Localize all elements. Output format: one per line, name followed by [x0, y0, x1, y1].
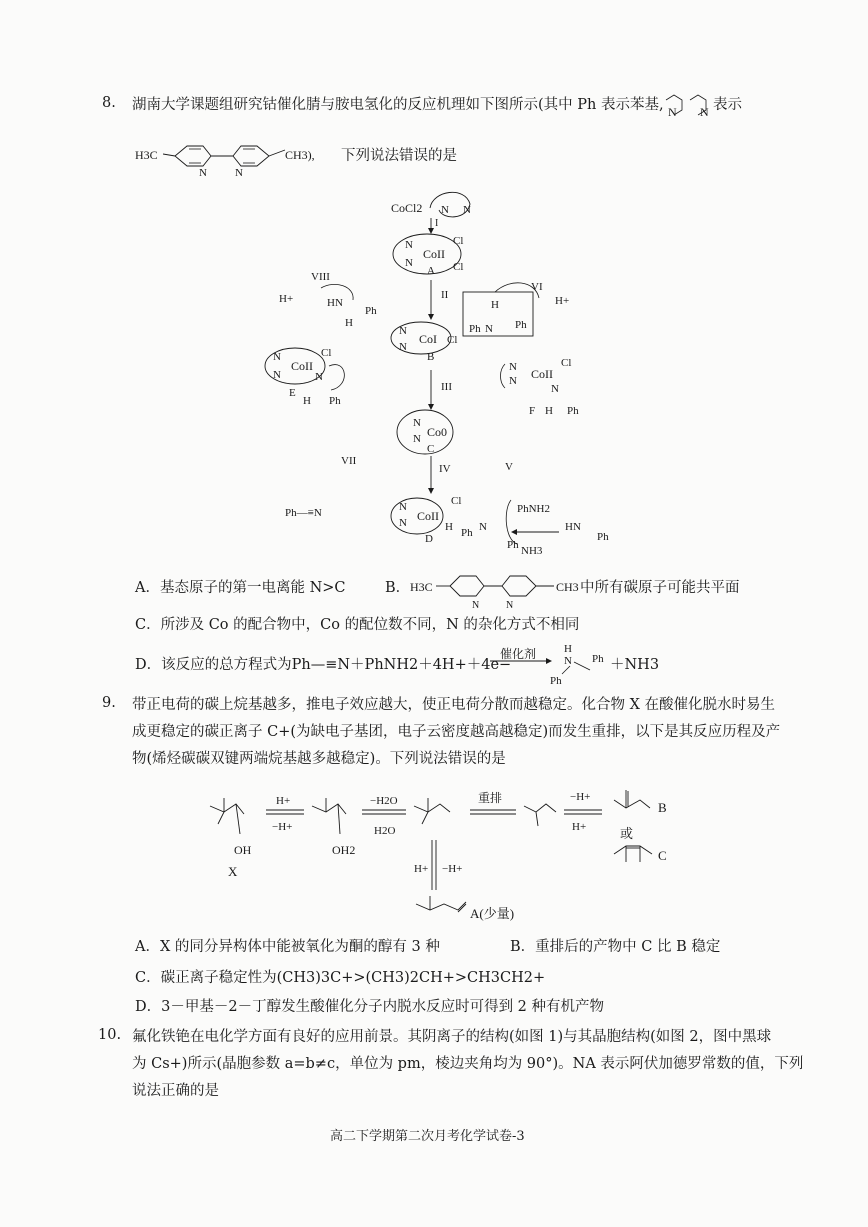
rearrange-label: 重排 [478, 791, 503, 805]
question-9-line1: 带正电荷的碳上烷基越多，推电子效应越大，使正电荷分散而越稳定。化合物 X 在酸催化脱水时易生 [132, 697, 776, 713]
question-10-line2: 为 Cs+)所示(晶胞参数 a=b≠c，单位为 pm，棱边夹角均为 90°)。NA 表示阿伏加德罗常数的值，下列 [132, 1056, 804, 1072]
svg-text:N: N [463, 204, 471, 216]
svg-text:H+: H+ [555, 295, 570, 307]
svg-text:PhNH2: PhNH2 [517, 503, 551, 515]
inline-n1: N [668, 105, 677, 119]
svg-text:H+: H+ [572, 821, 587, 833]
svg-text:H: H [491, 299, 499, 311]
svg-text:H: H [545, 405, 553, 417]
question-9-option-a: A．X 的同分异构体中能被氧化为酮的醇有 3 种 [135, 939, 440, 955]
question-8-number: 8. [102, 95, 116, 111]
svg-text:Ph: Ph [469, 323, 481, 335]
svg-text:N: N [399, 341, 407, 353]
svg-text:H: H [327, 297, 335, 309]
svg-text:Ph: Ph [461, 527, 473, 539]
complex-d-label: D [425, 533, 433, 545]
svg-text:Cl: Cl [447, 334, 458, 346]
question-10-line1: 氟化铁铯在电化学方面有良好的应用前景。其阴离子的结构(如图 1)与其晶胞结构(如图 2，图中黑球 [132, 1029, 772, 1045]
svg-text:Ph: Ph [329, 395, 341, 407]
ligand-ch3: CH3), [285, 148, 315, 162]
question-9-option-c: C．碳正离子稳定性为(CH3)3C+>(CH3)2CH+>CH3CH2+ [135, 970, 546, 986]
nitrile-label: Ph—≡N [285, 507, 322, 519]
svg-text:Cl: Cl [451, 495, 462, 507]
svg-text:H: H [565, 521, 573, 533]
svg-text:H: H [345, 317, 353, 329]
svg-text:Ph: Ph [515, 319, 527, 331]
svg-text:OH2: OH2 [332, 843, 356, 857]
product-c-label: C [658, 848, 667, 863]
question-9-number: 9. [102, 695, 116, 711]
svg-text:Cl: Cl [453, 235, 464, 247]
page-footer: 高二下学期第二次月考化学试卷-3 [330, 1129, 525, 1144]
step-viii-label: VIII [311, 271, 330, 283]
product-a-label: A(少量) [470, 906, 515, 921]
svg-text:N: N [399, 325, 407, 337]
option-b-ch3: CH3 [556, 580, 579, 594]
reaction-arrow-icon [490, 656, 554, 666]
svg-text:N: N [315, 371, 323, 383]
svg-text:−H+: −H+ [570, 791, 591, 803]
complex-c-co: Co0 [427, 425, 448, 439]
amine-product-icon [550, 640, 610, 690]
question-8-option-b-prefix: B． [385, 580, 411, 596]
complex-a-co: CoII [423, 247, 445, 261]
compound-x-label: X [228, 864, 238, 879]
cocl2-label: CoCl2 [391, 201, 423, 215]
svg-text:CoII: CoII [417, 509, 439, 523]
svg-text:H: H [303, 395, 311, 407]
svg-text:−H+: −H+ [272, 821, 293, 833]
dehydration-scheme-diagram [200, 780, 680, 930]
svg-text:H+: H+ [414, 863, 429, 875]
svg-text:N: N [335, 297, 343, 309]
question-8-stem-suffix: 表示 [713, 97, 742, 113]
svg-text:−H+: −H+ [442, 863, 463, 875]
option-b-h3c: H3C [410, 580, 433, 594]
complex-a-label: A [427, 265, 435, 277]
svg-text:N: N [564, 655, 572, 667]
ligand-n1: N [199, 167, 207, 179]
svg-text:Cl: Cl [561, 357, 572, 369]
bipyridine-inline-icon [660, 90, 712, 120]
svg-text:Ph: Ph [507, 539, 519, 551]
question-8-option-b-tail: 中所有碳原子可能共平面 [580, 580, 740, 596]
question-8-stem-line2: 下列说法错误的是 [341, 148, 457, 164]
svg-text:Ph: Ph [597, 531, 609, 543]
complex-c-label: C [427, 443, 435, 455]
step-ii-label: II [441, 289, 449, 301]
svg-text:H+: H+ [276, 795, 291, 807]
complex-b-label: B [427, 351, 435, 363]
question-10-number: 10. [98, 1027, 122, 1043]
step-iv-label: IV [439, 463, 451, 475]
complex-f-label: F [529, 405, 536, 417]
svg-text:N: N [413, 417, 421, 429]
svg-text:N: N [551, 383, 559, 395]
step-v-label: V [505, 461, 513, 473]
option-b-bipyridine-icon [436, 566, 556, 610]
step-i-label: I [435, 218, 439, 229]
svg-text:N: N [405, 257, 413, 269]
svg-text:N: N [573, 521, 581, 533]
svg-text:H+: H+ [279, 293, 294, 305]
svg-text:H2O: H2O [374, 825, 396, 837]
product-b-label: B [658, 800, 667, 815]
complex-e-label: E [289, 387, 296, 399]
question-9-line3: 物(烯烃碳碳双键两端烷基越多越稳定)。下列说法错误的是 [132, 751, 506, 767]
svg-text:H: H [445, 521, 453, 533]
svg-text:N: N [273, 369, 281, 381]
question-8-stem-line1: 湖南大学课题组研究钴催化腈与胺电氢化的反应机理如下图所示(其中 Ph 表示苯基, [132, 97, 664, 113]
svg-text:N: N [273, 351, 281, 363]
svg-text:N: N [405, 239, 413, 251]
svg-text:Ph: Ph [550, 675, 562, 687]
question-8-option-d: D．该反应的总方程式为Ph—≡N＋PhNH2＋4H+＋4e− [135, 657, 512, 673]
svg-text:Ph: Ph [592, 653, 604, 665]
catalyst-label: 催化剂 [500, 647, 537, 661]
svg-text:N: N [441, 204, 449, 216]
svg-text:CoII: CoII [531, 367, 553, 381]
cobalt-mechanism-diagram [255, 180, 615, 565]
option-d-product: ＋NH3 [610, 657, 660, 673]
question-9-line2: 成更稳定的碳正离子 C+(为缺电子基团，电子云密度越高越稳定)而发生重排，以下是其反应历程及产 [132, 724, 781, 740]
ligand-n2: N [235, 167, 243, 179]
svg-text:−H2O: −H2O [370, 795, 398, 807]
inline-n2: N [700, 105, 709, 119]
svg-text:Ph: Ph [365, 305, 377, 317]
question-9-option-b: B．重排后的产物中 C 比 B 稳定 [510, 939, 721, 955]
svg-text:N: N [472, 600, 480, 610]
step-iii-label: III [441, 381, 452, 393]
svg-text:H: H [564, 643, 572, 655]
svg-text:Cl: Cl [321, 347, 332, 359]
svg-text:N: N [399, 501, 407, 513]
svg-text:N: N [509, 375, 517, 387]
svg-text:或: 或 [620, 826, 634, 841]
ligand-h3c: H3C [135, 148, 158, 162]
question-9-option-d: D．3－甲基－2－丁醇发生酸催化分子内脱水反应时可得到 2 种有机产物 [135, 999, 605, 1015]
svg-text:NH3: NH3 [521, 545, 543, 557]
step-vii-label: VII [341, 455, 357, 467]
svg-text:CoII: CoII [291, 359, 313, 373]
question-8-option-a: A．基态原子的第一电离能 N>C [135, 580, 346, 596]
svg-text:N: N [485, 323, 493, 335]
svg-text:N: N [413, 433, 421, 445]
svg-text:Ph: Ph [567, 405, 579, 417]
svg-text:Cl: Cl [453, 261, 464, 273]
svg-text:N: N [509, 361, 517, 373]
svg-text:OH: OH [234, 843, 252, 857]
svg-text:N: N [506, 600, 514, 610]
complex-b-co: CoI [419, 332, 437, 346]
step-vi-label: VI [531, 281, 543, 293]
svg-text:N: N [399, 517, 407, 529]
question-10-line3: 说法正确的是 [132, 1083, 219, 1099]
svg-text:N: N [479, 521, 487, 533]
question-8-option-c: C．所涉及 Co 的配合物中，Co 的配位数不同，N 的杂化方式不相同 [135, 617, 580, 633]
